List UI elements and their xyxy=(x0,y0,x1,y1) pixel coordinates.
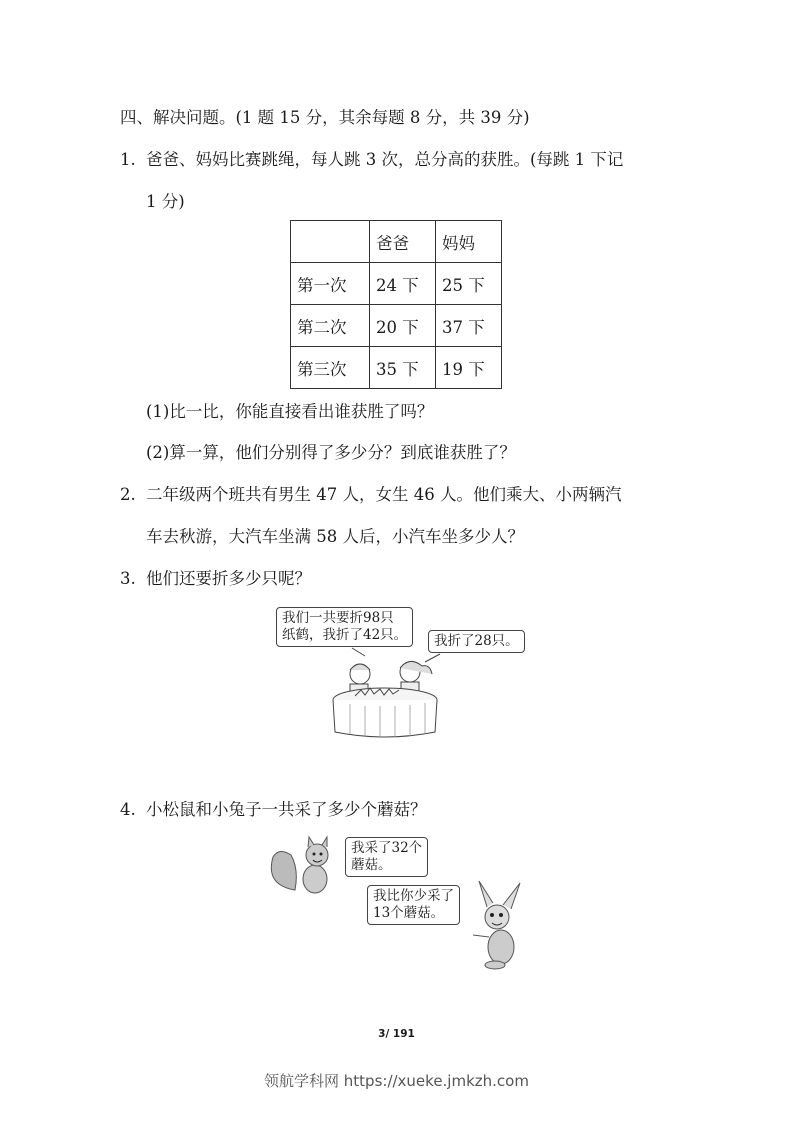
table-cell: 20 下 xyxy=(370,305,436,347)
question-text: 小松鼠和小兔子一共采了多少个蘑菇？ xyxy=(146,800,427,819)
question-number: 4. xyxy=(120,800,136,819)
question-text: 爸爸、妈妈比赛跳绳，每人跳 3 次，总分高的获胜。(每跳 1 下记 xyxy=(146,150,624,169)
question-number: 1. xyxy=(120,150,136,169)
speech-bubble-girl: 我折了28只。 xyxy=(428,630,525,653)
table-row xyxy=(291,305,502,347)
table-row xyxy=(291,263,502,305)
question-number: 2. xyxy=(120,485,136,504)
speech-bubble-boy: 我们一共要折98只 纸鹤，我折了42只。 xyxy=(276,607,413,647)
squirrel-icon xyxy=(265,835,345,900)
speech-bubble-rabbit: 我比你少采了 13个蘑菇。 xyxy=(367,885,460,925)
table-cell: 24 下 xyxy=(370,263,436,305)
table-header-cell: 爸爸 xyxy=(370,221,436,263)
table-cell: 35 下 xyxy=(370,347,436,389)
score-table xyxy=(290,220,502,389)
table-header-cell: 妈妈 xyxy=(436,221,502,263)
question-text: 他们还要折多少只呢？ xyxy=(146,569,311,588)
table-cell: 37 下 xyxy=(436,305,502,347)
question-text-cont: 车去秋游，大汽车坐满 58 人后，小汽车坐多少人？ xyxy=(146,527,524,546)
question-text: 二年级两个班共有男生 47 人，女生 46 人。他们乘大、小两辆汽 xyxy=(146,485,622,504)
table-header-row xyxy=(291,221,502,263)
mushroom-illustration xyxy=(265,835,530,970)
sub-question-2: (2)算一算，他们分别得了多少分？到底谁获胜了？ xyxy=(146,443,516,462)
page-number: 3/ 191 xyxy=(378,1028,415,1040)
question-number: 3. xyxy=(120,569,136,588)
table-cell: 第三次 xyxy=(291,347,370,389)
table-header-cell xyxy=(291,221,370,263)
table-cell: 25 下 xyxy=(436,263,502,305)
table-cell: 第一次 xyxy=(291,263,370,305)
children-at-table-icon xyxy=(270,604,530,744)
section-heading: 四、解决问题。(1 题 15 分，其余每题 8 分，共 39 分) xyxy=(120,108,530,127)
table-cell: 19 下 xyxy=(436,347,502,389)
sub-question-1: (1)比一比，你能直接看出谁获胜了吗？ xyxy=(146,402,434,421)
table-cell: 第二次 xyxy=(291,305,370,347)
watermark: 领航学科网 https://xueke.jmkzh.com xyxy=(264,1072,529,1090)
crane-folding-illustration xyxy=(270,604,530,744)
question-text-cont: 1 分) xyxy=(146,192,185,211)
table-row xyxy=(291,347,502,389)
speech-bubble-squirrel: 我采了32个 蘑菇。 xyxy=(345,837,428,877)
rabbit-icon xyxy=(465,877,535,972)
